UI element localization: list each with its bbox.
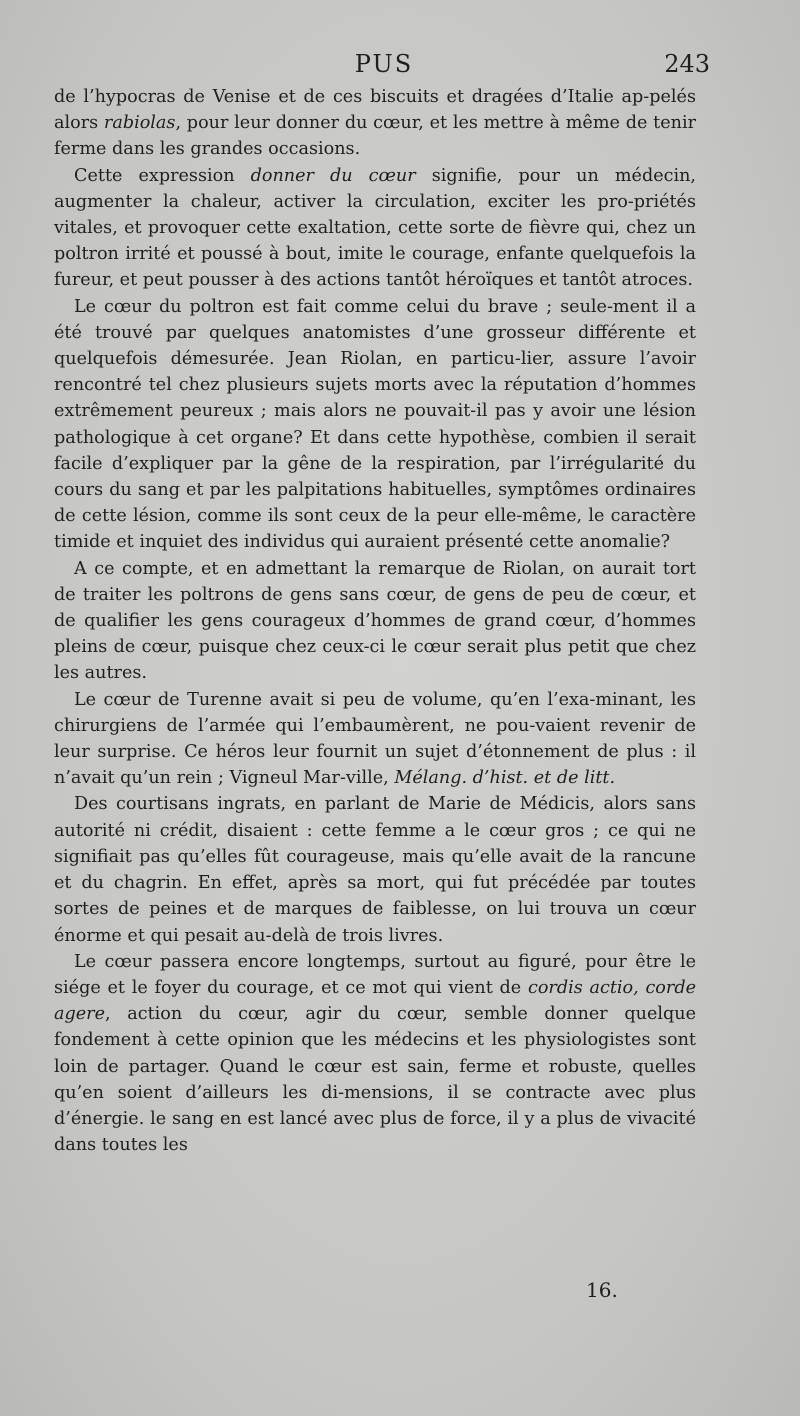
text-run: Le cœur du poltron est fait comme celui du brave ; seule-ment il a été trouvé par quelques anatomistes d’une grosseur différente et quelquefois démesurée. Jean Riolan, en particu-lier, assure l’avoir rencontré tel chez plusieurs sujets morts avec la réputation d’hommes extrêmement peureux ; mais alors ne pouvait-il pas y avoir une lésion pathologique à cet organe? Et dans cette hypothèse, combien il serait facile d’expliquer par la gêne de la respiration, par l’irrégularité du cours du sang et par les palpitations habituelles, symptômes ordinaires de cette lésion, comme ils sont ceux de la peur elle-même, le caractère timide et inquiet des individus qui auraient présenté cette anomalie? <box>54 296 696 553</box>
text-run: A ce compte, et en admettant la remarque de Riolan, on aurait tort de traiter les poltrons de gens sans cœur, de gens de peu de cœur, et de qualifier les gens courageux d’hommes de grand cœur, d’hommes pleins de cœur, puisque chez ceux-ci le cœur serait plus petit que chez les autres. <box>54 558 696 684</box>
paragraph <box>54 294 696 556</box>
paragraph <box>54 687 696 792</box>
text-run: , action du cœur, agir du cœur, semble donner quelque fondement à cette opinion que les médecins et les physiologistes sont loin de partager. Quand le cœur est sain, ferme et robuste, quelles qu’en soient d’ailleurs les di-mensions, il se contracte avec plus d’énergie. le sang en est lancé avec plus de force, il y a plus de vivacité dans toutes les <box>54 1004 696 1156</box>
signature-mark: 16. <box>586 1278 618 1302</box>
page-number: 243 <box>664 50 710 78</box>
italic-term: cordis actio, corde agere <box>54 977 696 1025</box>
text-run: de l’hypocras de Venise et de ces biscuits et dragées d’Italie ap-pelés alors <box>54 87 696 134</box>
paragraph <box>54 163 696 294</box>
text-run: signifie, pour un médecin, augmenter la chaleur, activer la circulation, exciter les pro-priétés vitales, et provoquer cette exaltation, cette sorte de fièvre qui, chez un poltron irrité et poussé à bout, imite le courage, enfante quelquefois la fureur, et peut pousser à des actions tantôt héroïques et tantôt atroces. <box>54 165 697 291</box>
paragraph <box>54 84 696 163</box>
italic-term: rabiolas <box>103 113 176 134</box>
body-text <box>54 84 696 1158</box>
paragraph <box>54 556 696 687</box>
running-title: PUS <box>354 50 414 78</box>
paragraph <box>54 791 696 948</box>
text-run: Cette expression <box>74 165 251 186</box>
italic-citation: Mélang. d’hist. et de litt. <box>394 768 616 789</box>
text-run: , pour leur donner du cœur, et les mettre à même de tenir ferme dans les grandes occasions. <box>54 113 696 160</box>
italic-term: donner du cœur <box>250 165 416 186</box>
text-run: Des courtisans ingrats, en parlant de Marie de Médicis, alors sans autorité ni crédit, disaient : cette femme a le cœur gros ; ce qui ne signifiait pas qu’elles fût courageuse, mais qu’elle avait de la rancune et du chagrin. En effet, après sa mort, qui fut précédée par toutes sortes de peines et de marques de faiblesse, on lui trouva un cœur énorme et qui pesait au-delà de trois livres. <box>54 794 696 946</box>
text-run: Le cœur de Turenne avait si peu de volume, qu’en l’exa-minant, les chirurgiens de l’armée qui l’embaumèrent, ne pou-vaient revenir de leur surprise. Ce héros leur fournit un sujet d’étonnement de plus : il n’avait qu’un rein ; Vigneul Mar-ville, <box>54 689 696 789</box>
page-header <box>58 50 710 84</box>
paragraph <box>54 949 696 1159</box>
text-run: Le cœur passera encore longtemps, surtout au figuré, pour être le siége et le foyer du courage, et ce mot qui vient de <box>54 951 696 998</box>
